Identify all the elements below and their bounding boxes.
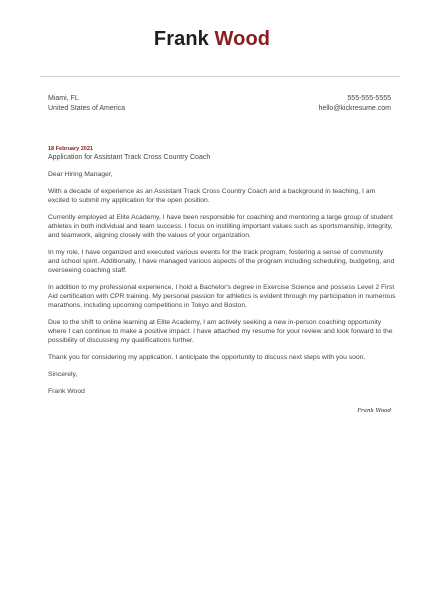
paragraph: With a decade of experience as an Assistant Track Cross Country Coach and a background in teaching, I am excited to submit my application for the open position. — [48, 188, 376, 204]
paragraph: Due to the shift to online learning at Elite Academy, I am actively seeking a new in-person coaching opportunity where I can continue to make a positive impact. I have attached my resume for your review and look forward to the possibility of discussing my qualifications further. — [48, 319, 393, 344]
phone: 555-555-5555 — [347, 95, 391, 102]
paragraph: Thank you for considering my application. I anticipate the opportunity to discuss next steps with you soon. — [48, 354, 366, 361]
letter-body — [48, 170, 396, 398]
letter-date: 18 February 2021 — [48, 146, 93, 152]
signoff-name: Frank Wood — [48, 388, 85, 395]
closing: Sincerely, — [48, 371, 78, 378]
salutation: Dear Hiring Manager, — [48, 171, 113, 178]
header-divider — [40, 76, 400, 77]
signature: Frank Wood — [357, 408, 391, 414]
letter-subject: Application for Assistant Track Cross Country Coach — [48, 154, 211, 161]
paragraph: Currently employed at Elite Academy, I have been responsible for coaching and mentoring a large group of student athletes in both individual and team success. I focus on instilling important values such as sportsmanship, integrity, and teamwork, aligning closely with the values of your organization. — [48, 214, 393, 239]
country: United States of America — [48, 105, 126, 112]
first-name: Frank — [153, 28, 209, 50]
email: hello@kickresume.com — [318, 105, 391, 112]
last-name: Wood — [214, 28, 271, 50]
city: Miami, FL — [48, 95, 79, 102]
paragraph: In addition to my professional experience, I hold a Bachelor's degree in Exercise Science and possess Level 2 First Aid certification with CPR training. My personal passion for athletics is evident through my participation in numerous marathons, including upcoming competitions in Tokyo and Boston. — [48, 284, 396, 309]
applicant-name — [0, 28, 424, 50]
contact-block — [319, 94, 391, 114]
paragraph: In my role, I have organized and executed various events for the track program, fostering a sense of community and school spirit. Additionally, I have managed various aspects of the program including scheduling, budgeting, and overseeing coaching staff. — [48, 249, 395, 274]
address-block — [48, 94, 125, 114]
